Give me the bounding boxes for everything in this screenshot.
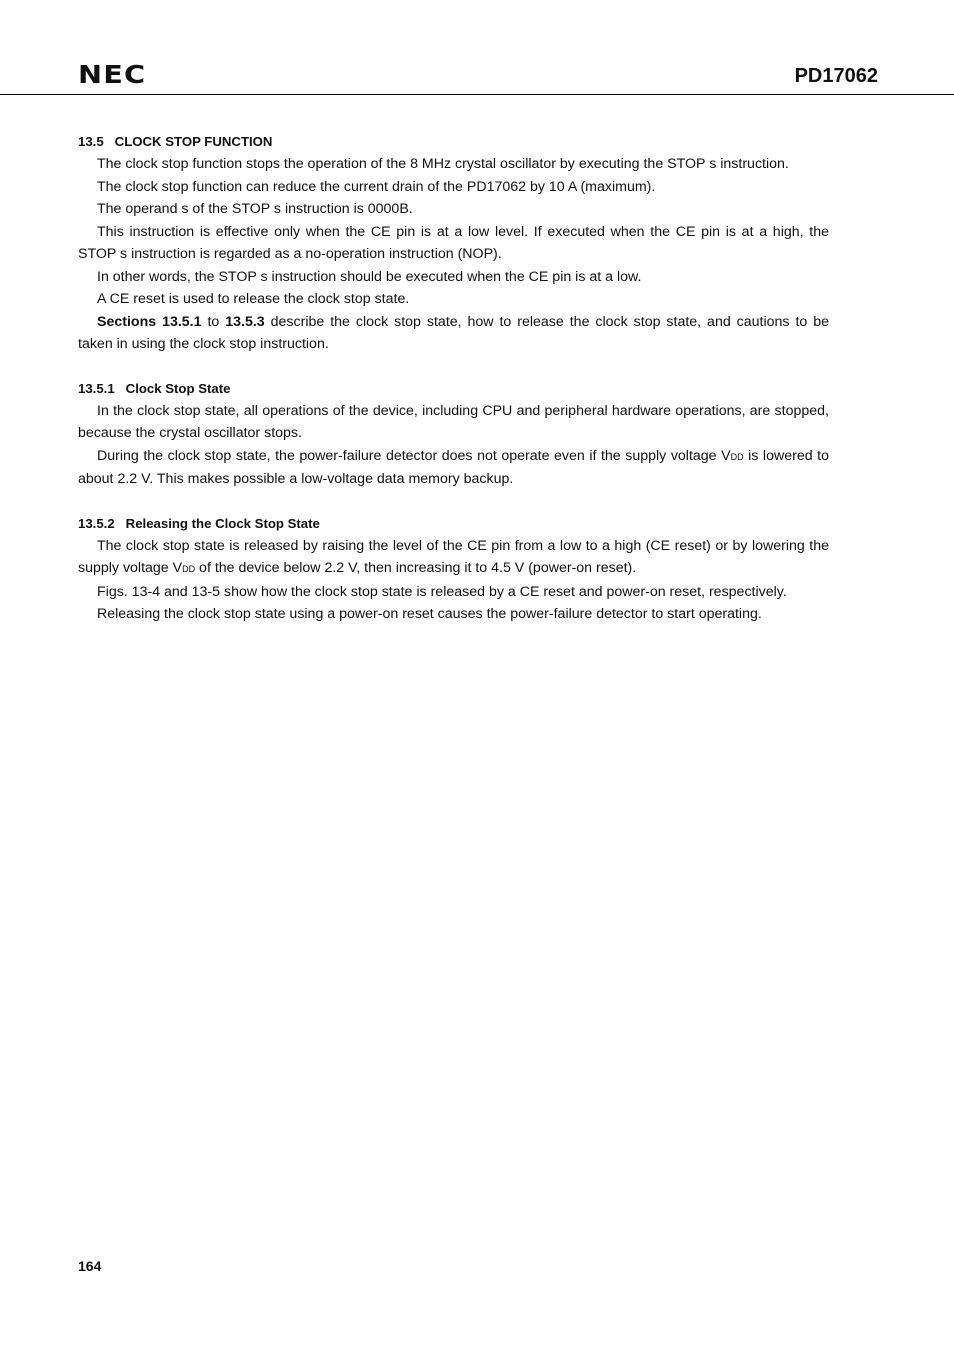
sections-ref-rest: describe the clock stop state, how to release the clock stop state, and cautions to be taken in using the clock stop instruction. [78,313,829,352]
subsection-heading [78,378,829,400]
text: is lowered to about 2.2 V. This makes possible a low-voltage data memory backup. [78,447,829,487]
header-rule [0,94,954,95]
subsection-number: 13.5.1 [78,380,115,396]
nec-logo: NEC [78,60,147,89]
text: The clock stop state is released by raising the level of the CE pin from a low to a high (CE reset) or by lowering the supply voltage V [78,537,829,576]
subsection-heading [78,513,829,535]
paragraph: Figs. 13-4 and 13-5 show how the clock stop state is released by a CE reset and power-on reset, respectively. [97,583,787,600]
paragraph: The operand s of the STOP s instruction is 0000B. [97,201,413,217]
sections-ref-to: to [201,313,226,330]
paragraph [78,535,829,581]
paragraph: The clock stop function can reduce the current drain of the PD17062 by 10 A (maximum). [97,178,656,195]
subsection-number: 13.5.2 [78,515,115,531]
spacer [78,491,829,513]
page-content [78,131,829,626]
sections-ref-start: Sections 13.5.1 [97,313,202,330]
spacer [78,356,829,378]
text: During the clock stop state, the power-failure detector does not operate even if the supply voltage V [97,447,731,464]
paragraph: In other words, the STOP s instruction should be executed when the CE pin is at a low. [97,268,642,285]
paragraph: In the clock stop state, all operations of the device, including CPU and peripheral hardware operations, are stopped, because the crystal oscillator stops. [78,402,829,441]
subscript: DD [182,564,196,574]
section-title: CLOCK STOP FUNCTION [114,134,273,149]
sections-reference-paragraph [78,311,829,356]
paragraph: Releasing the clock stop state using a power-on reset causes the power-failure detector to start operating. [97,606,762,622]
paragraph: This instruction is effective only when the CE pin is at a low level. If executed when the CE pin is at a high, the STOP s instruction is regarded as a no-operation instruction (NOP). [78,223,829,262]
subsection-title: Clock Stop State [125,380,231,396]
section-number: 13.5 [78,134,104,149]
text: of the device below 2.2 V, then increasing it to 4.5 V (power-on reset). [195,560,637,576]
paragraph: A CE reset is used to release the clock stop state. [97,291,410,307]
paragraph [78,445,829,491]
subsection-title: Releasing the Clock Stop State [125,515,320,531]
sections-ref-end: 13.5.3 [225,313,265,330]
paragraph: The clock stop function stops the operation of the 8 MHz crystal oscillator by executing the STOP s instruction. [97,156,789,172]
page-number: 164 [78,1258,102,1274]
section-heading [78,131,829,153]
subscript: DD [730,451,744,462]
part-number: PD17062 [794,65,878,87]
